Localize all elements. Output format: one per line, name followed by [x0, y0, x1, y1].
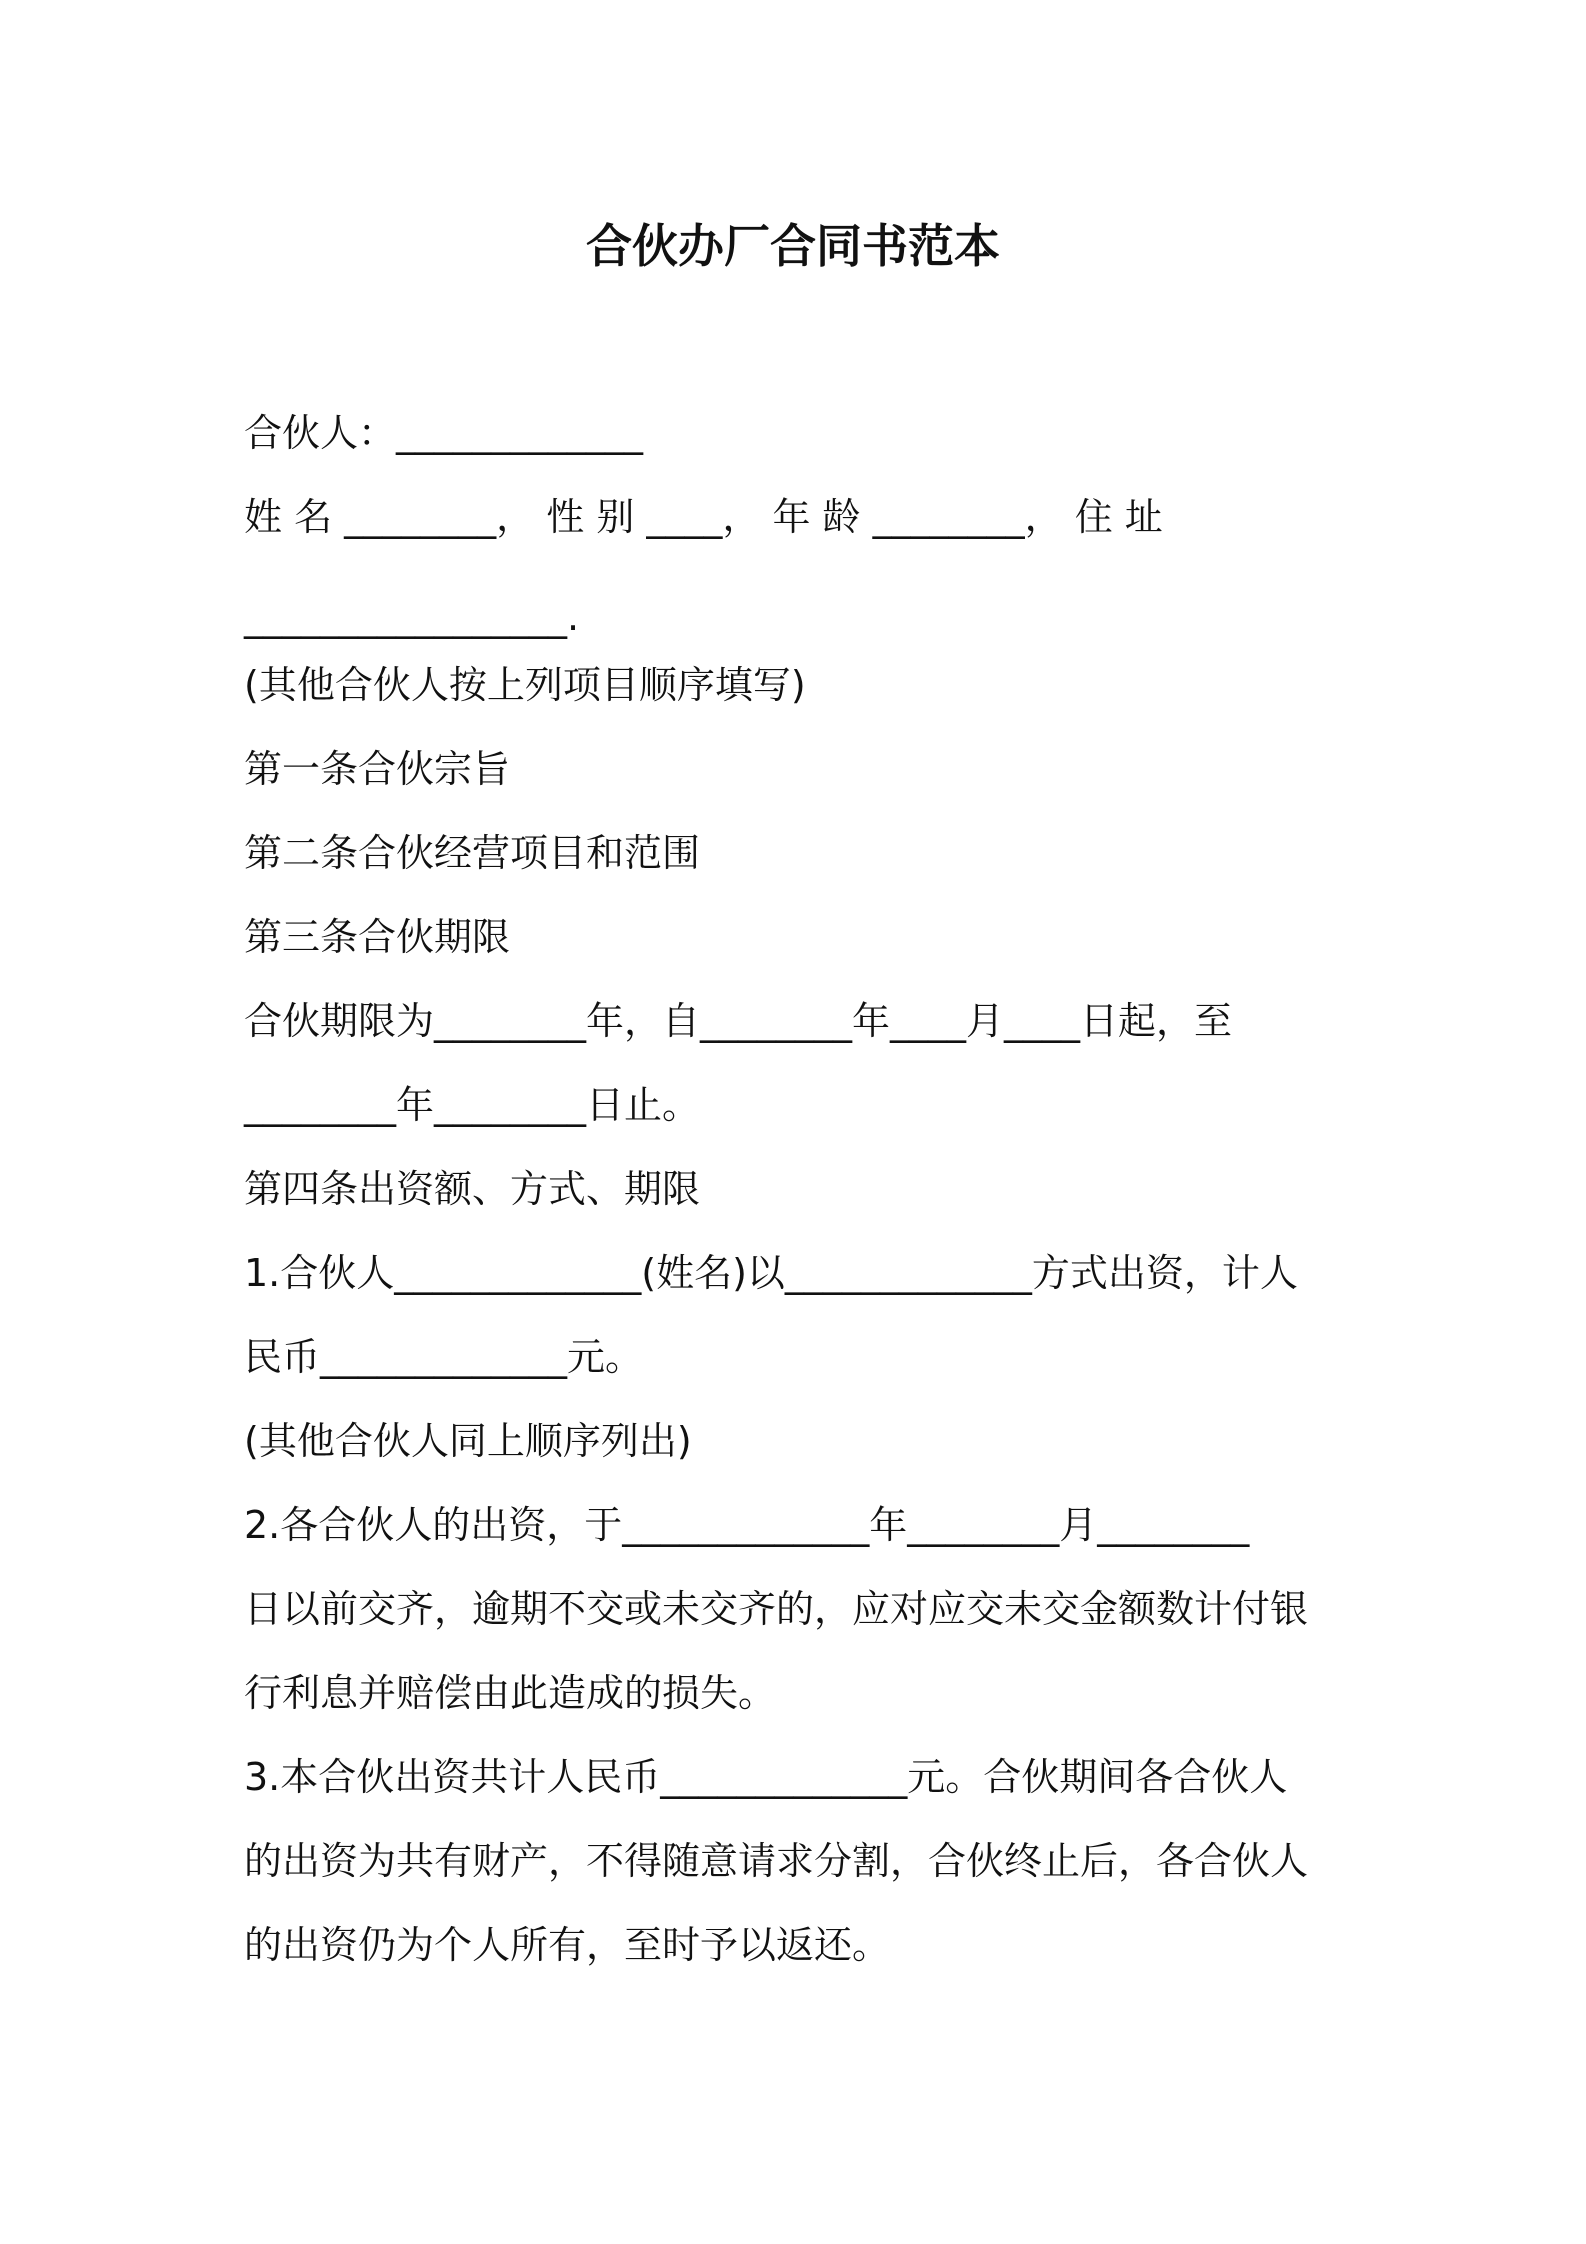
clause-2-line-3: 行利息并赔偿由此造成的损失。 — [244, 1671, 777, 1715]
partner-info-line: 姓 名 ________， 性 别 ____， 年 龄 ________， 住 址 — [244, 495, 1163, 539]
article-3-heading: 第三条合伙期限 — [244, 915, 511, 959]
clause-2-line-2: 日以前交齐，逾期不交或未交齐的，应对应交未交金额数计付银 — [244, 1587, 1309, 1631]
other-partners-order-note: (其他合伙人同上顺序列出) — [244, 1419, 692, 1463]
clause-2-line-1: 2.各合伙人的出资，于_____________年________月________ — [244, 1503, 1250, 1547]
clause-3-line-3: 的出资仍为个人所有，至时予以返还。 — [244, 1923, 891, 1967]
article-2-heading: 第二条合伙经营项目和范围 — [244, 831, 701, 875]
address-blank-line: _________________. — [244, 595, 580, 639]
other-partners-note: (其他合伙人按上列项目顺序填写) — [244, 663, 806, 707]
clause-3-line-1: 3.本合伙出资共计人民币_____________元。合伙期间各合伙人 — [244, 1755, 1288, 1799]
document-title: 合伙办厂合同书范本 — [586, 219, 1000, 273]
term-line-1: 合伙期限为________年，自________年____月____日起，至 — [244, 999, 1233, 1043]
term-line-2: ________年________日止。 — [244, 1083, 701, 1127]
article-4-heading: 第四条出资额、方式、期限 — [244, 1167, 701, 1211]
partner-line: 合伙人：_____________ — [244, 411, 644, 455]
clause-1-line-1: 1.合伙人_____________(姓名)以_____________方式出资，计人 — [244, 1251, 1298, 1295]
clause-3-line-2: 的出资为共有财产，不得随意请求分割，合伙终止后，各合伙人 — [244, 1839, 1309, 1883]
article-1-heading: 第一条合伙宗旨 — [244, 747, 511, 791]
clause-1-line-2: 民币_____________元。 — [244, 1335, 644, 1379]
